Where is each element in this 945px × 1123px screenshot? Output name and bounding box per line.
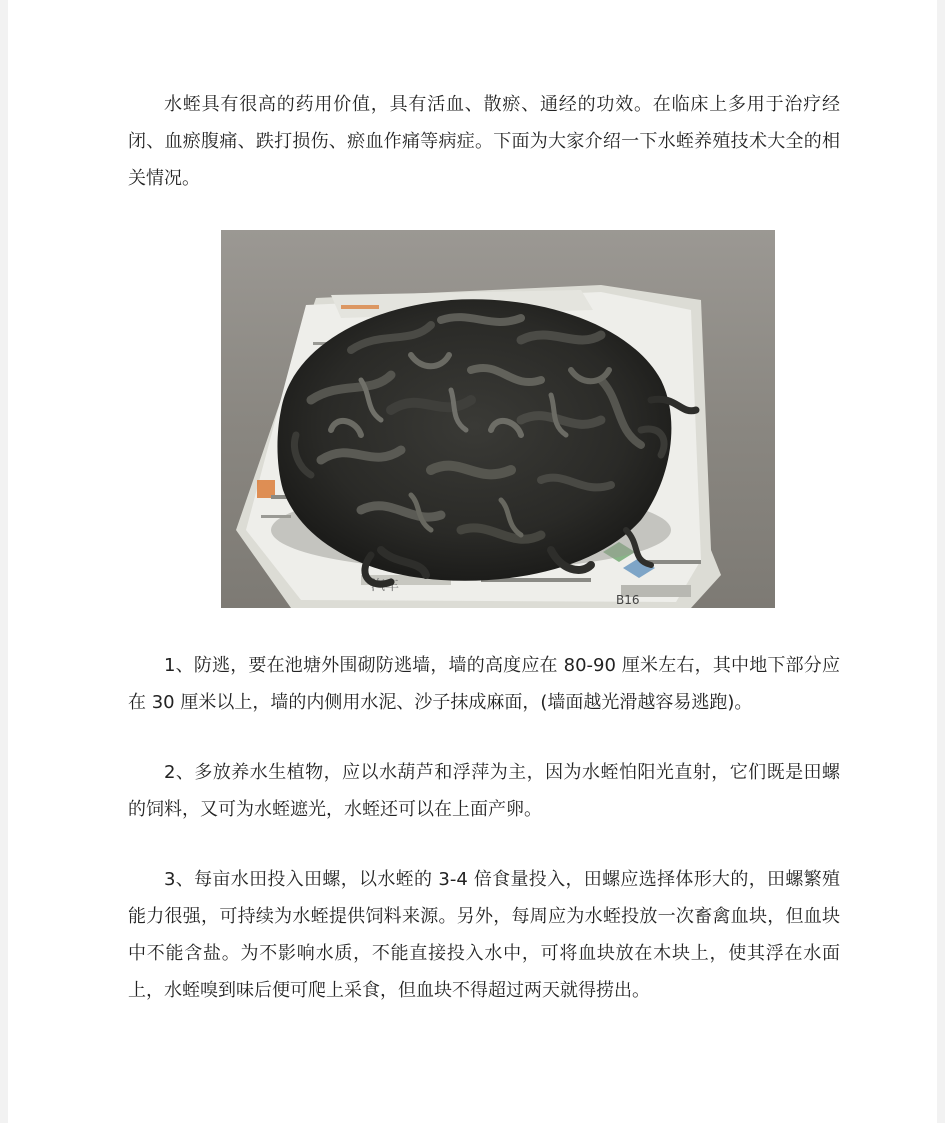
- document-page: [8, 0, 937, 1123]
- svg-text:B16: B16: [616, 593, 640, 607]
- step-3-paragraph: 3、每亩水田投入田螺，以水蛭的 3-4 倍食量投入，田螺应选择体形大的，田螺繁殖能力很强，可持续为水蛭提供饲料来源。另外，每周应为水蛭投放一次畜禽血块，但血块中不能含盐。为不影响水质，不能直接投入水中，可将血块放在木块上，使其浮在水面上，水蛭嗅到味后便可爬上采食，但血块不得超过两天就得捞出。: [128, 869, 840, 1001]
- step-1-paragraph: 1、防逃，要在池塘外围砌防逃墙，墙的高度应在 80-90 厘米左右，其中地下部分应在 30 厘米以上，墙的内侧用水泥、沙子抹成麻面，(墙面越光滑越容易逃跑)。: [128, 655, 840, 713]
- dried-leech-photo: [221, 230, 775, 608]
- svg-text:汽车: 汽车: [371, 578, 399, 594]
- step-2-paragraph: 2、多放养水生植物，应以水葫芦和浮萍为主，因为水蛭怕阳光直射，它们既是田螺的饲料，又可为水蛭遮光，水蛭还可以在上面产卵。: [128, 762, 840, 820]
- intro-paragraph: 水蛭具有很高的药用价值，具有活血、散瘀、通经的功效。在临床上多用于治疗经闭、血瘀腹痛、跌打损伤、瘀血作痛等病症。下面为大家介绍一下水蛭养殖技术大全的相关情况。: [128, 94, 840, 189]
- dried-leech-pile-photo-icon: [221, 230, 775, 608]
